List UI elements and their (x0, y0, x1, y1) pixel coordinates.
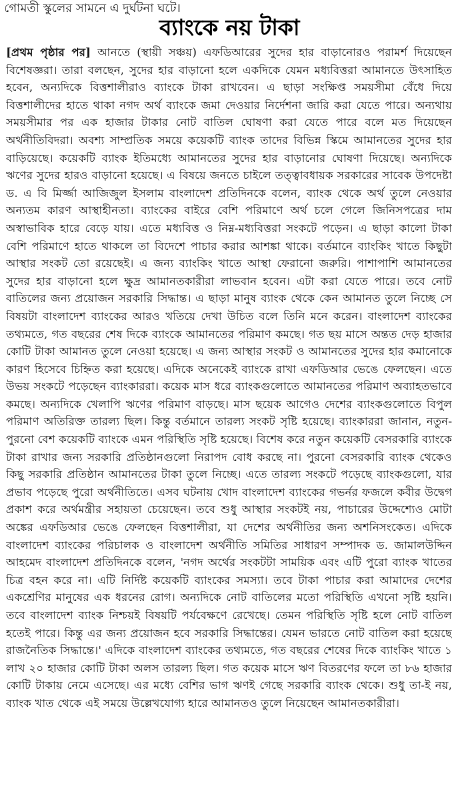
previous-article-text: গোমতী স্কুলের সামনে এ দুর্ঘটনা ঘটে। (4, 1, 181, 15)
article-paragraph (6, 44, 452, 713)
article-body-text: আনতে (স্থায়ী সঞ্চয়) এফডিআরের সুদের হার বাড়ানোরও পরামর্শ দিয়েছেন বিশেষজ্ঞরা। তারা বলছেন, সুদের হার বাড়ানো হলে একদিকে যেমন মধ্যবিত্তরা আমানতে উৎসাহিত হবেন, অন্যদিকে বিত্তশালীরাও ব্যাংকে টাকা রাখবেন। এ ছাড়া সংক্ষিপ্ত সময়সীমা বেঁধে দিয়ে বিত্তশালীদের হাতে থাকা নগদ অর্থ ব্যাংকে জমা দেওয়ার নির্দেশনা জারি করা যেতে পারে। অন্যথায় সময়সীমার পর এক হাজার টাকার নোট বাতিল ঘোষণা করা যেতে পারে বলে মত দিয়েছেন অর্থনীতিবিদরা। অবশ্য সাম্প্রতিক সময়ে কয়েকটি ব্যাংক তাদের বিভিন্ন স্কিমে আমানতের সুদের হার বাড়িয়েছে। কয়েকটি ব্যাংক ইতিমধ্যে আমানতের সুদের হার বাড়ানোর ঘোষণা দিয়েছে। অন্যদিকে ঋণের সুদের হারও বাড়ানো হয়েছে। এ বিষয়ে জনতে চাইলে তত্ত্বাবধায়ক সরকারের সাবেক উপদেষ্টা ড. এ বি মির্জ্জা আজিজুল ইসলাম বাংলাদেশ প্রতিদিনকে বলেন, ব্যাংক থেকে অর্থ তুলে নেওয়ার অন্যতম কারণ আস্থাহীনতা। ব্যাংকের বাইরে বেশি পরিমাণে অর্থ চলে গেলে জিনিসপত্রের দাম অস্বাভাবিক হারে বেড়ে যায়। এতে মধ্যবিত্ত ও নিম্ন-মধ্যবিত্তরা সংকটে পড়েন। এ ছাড়া কালো টাকা বেশি পরিমাণে হাতে থাকলে তা বিদেশে পাচার করার আশঙ্কা থাকে। বর্তমানে ব্যাংকিং খাতে কিছুটা আস্থার সংকট তো রয়েছেই। এ জন্য ব্যাংকিং খাতে আস্থা ফেরানো জরুরি। পাশাপাশি আমানতের সুদের হার বাড়ানো হলে ক্ষুদ্র আমানতকারীরা লাভবান হবেন। এটা করা যেতে পারে। তবে নোট বাতিলের জন্য প্রয়োজন সরকারি সিদ্ধান্ত। এ ছাড়া মানুষ ব্যাংক থেকে কেন আমানত তুলে নিচ্ছে সে বিষয়টা বাংলাদেশ ব্যাংকের আরও খতিয়ে দেখা উচিত বলে তিনি মনে করেন। বাংলাদেশ ব্যাংকের তথ্যমতে, গত বছরের শেষ দিকে ব্যাংকে আমানতের পরিমাণ কমছে। গত ছয় মাসে অন্তত দেড় হাজার কোটি টাকা আমানত তুলে নেওয়া হয়েছে। এ জন্য আস্থার সংকট ও আমানতের সুদের হার কমানোকে কারণ হিসেবে চিহ্নিত করা হয়েছে। এদিকে অনেকেই ব্যাংকে রাখা এফডিআর ভেঙে ফেলছেন। এতে উভয় সংকটে পড়েছেন ব্যাংকাররা। কয়েক মাস ধরে ব্যাংকগুলোতে আমানতের পরিমাণ অব্যাহতভাবে কমছে। অন্যদিকে খেলাপি ঋণের পরিমাণ বাড়ছে। মাস ছয়েক আগেও দেশের ব্যাংকগুলোতে বিপুল পরিমাণ অতিরিক্ত তারল্য ছিল। কিন্তু বর্তমানে তারল্য সংকট সৃষ্টি হয়েছে। ব্যাংকাররা জানান, নতুন-পুরনো বেশ কয়েকটি ব্যাংকে এমন পরিস্থিতি সৃষ্টি হয়েছে। বিশেষ করে নতুন কয়েকটি বেসরকারি ব্যাংকে টাকা রাখার জন্য সরকারি প্রতিষ্ঠানগুলো নিরাপদ বোধ করছে না। পুরনো বেসরকারি ব্যাংক থেকেও কিছু সরকারি প্রতিষ্ঠান আমানতের টাকা তুলে নিচ্ছে। এতে তারল্য সংকটে পড়েছে ব্যাংকগুলো, যার প্রভাব পড়েছে পুরো অর্থনীতিতে। এসব ঘটনায় খোদ বাংলাদেশ ব্যাংকের গভর্নর ফজলে কবীর উদ্বেগ প্রকাশ করে অর্থমন্ত্রীর সহায়তা চেয়েছেন। তবে শুধু আস্থার সংকটই নয়, পাচারের উদ্দেশ্যেও মোটা অঙ্কের এফডিআর ভেঙে ফেলছেন বিত্তশালীরা, যা দেশের অর্থনীতির জন্য অশনিসংকেত। এদিকে বাংলাদেশ ব্যাংকের পরিচালক ও বাংলাদেশ অর্থনীতি সমিতির সাধারণ সম্পাদক ড. জামালউদ্দিন আহমেদ বাংলাদেশ প্রতিদিনকে বলেন, 'নগদ অর্থের সংকটটা সাময়িক এবং এটি পুরো ব্যাংক খাতের চিত্র বহন করে না। এটি নির্দিষ্ট কয়েকটি ব্যাংকের সমস্যা। তবে টাকা পাচার করা আমাদের দেশের একশ্রেণির মানুষের এক ধরনের রোগ। অন্যদিকে নোট বাতিলের মতো পরিস্থিতি এখনো সৃষ্টি হয়নি। তবে বাংলাদেশ ব্যাংক নিশ্চয়ই বিষয়টি পর্যবেক্ষণে রেখেছে। তেমন পরিস্থিতি সৃষ্টি হলে নোট বাতিল হতেই পারে। কিন্তু এর জন্য প্রয়োজন হবে সরকারি সিদ্ধান্তের। যেমন ভারতে নোট বাতিল করা হয়েছে রাজনৈতিক সিদ্ধান্তে।' এদিকে বাংলাদেশ ব্যাংকের তথ্যমতে, গত বছরের শেষের দিকে ব্যাংকিং খাতে ১ লাখ ২০ হাজার কোটি টাকা অলস তারল্য ছিল। গত কয়েক মাসে ঋণ বিতরণের ফলে তা ৮৬ হাজার কোটি টাকায় নেমে এসেছে। এর মধ্যে বেশির ভাগ ঋণই গেছে সরকারি ব্যাংক থেকে। শুধু তা-ই নয়, ব্যাংক খাত থেকে এই সময়ে উল্লেখযোগ্য হারে আমানতও তুলে নিয়েছেন আমানতকারীরা। (6, 46, 452, 710)
article-body (6, 44, 452, 782)
article-headline: ব্যাংকে নয় টাকা (159, 16, 300, 41)
continued-from-front-page-tag: [প্রথম পৃষ্ঠার পর] (6, 45, 91, 59)
